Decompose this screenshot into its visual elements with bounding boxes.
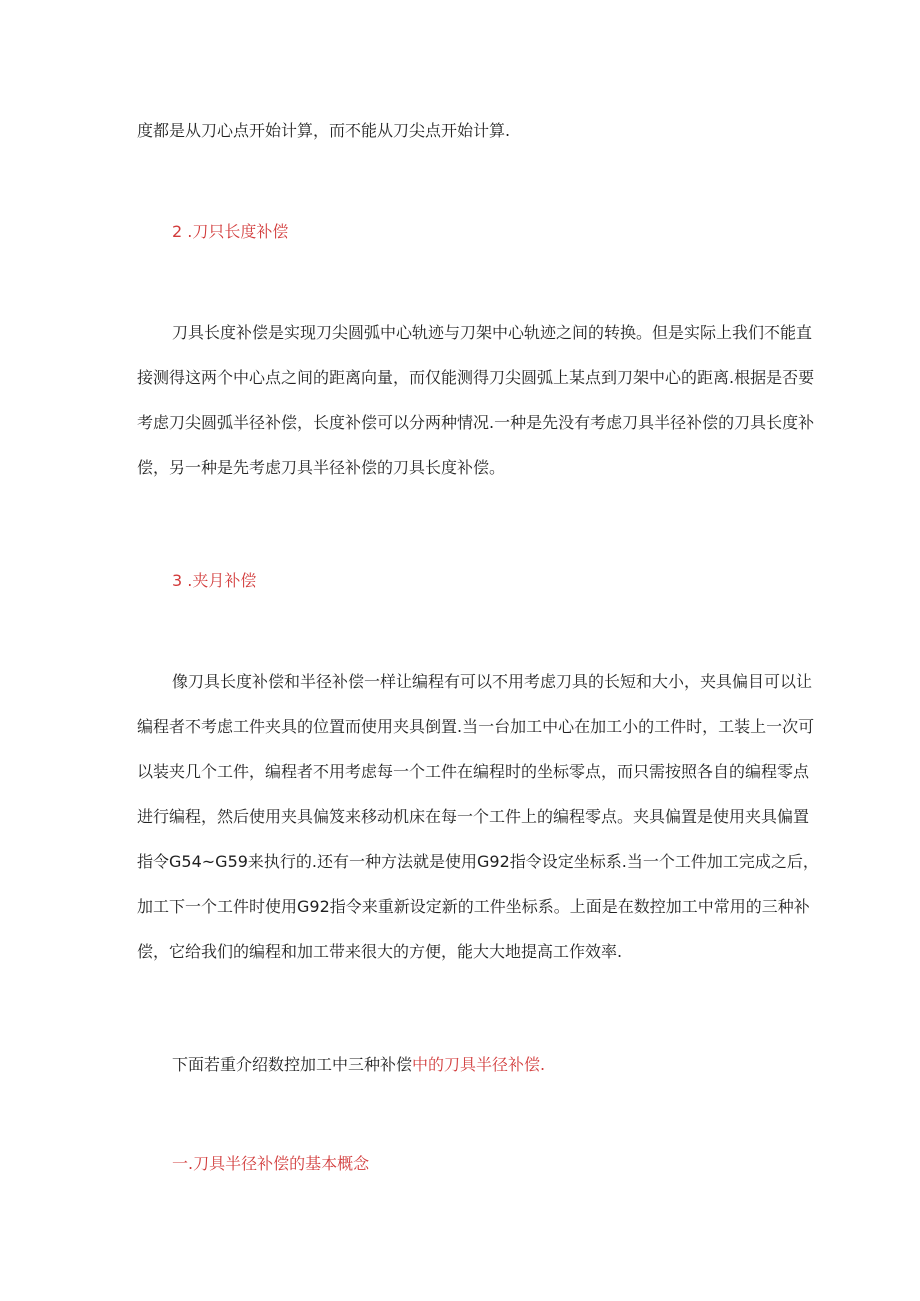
section-2-line: 偿，另一种是先考虑刀具半径补偿的刀具长度补偿。 (137, 458, 506, 477)
summary-line (172, 1055, 832, 1075)
summary-highlight: 中的刀具半径补偿. (412, 1055, 546, 1074)
section-3-line: 以装夹几个工件，编程者不用考虑每一个工件在编程时的坐标零点，而只需按照各自的编程零点 (137, 762, 810, 781)
section-3-line: 进行编程，然后使用夹具偏笈来移动机床在每一个工件上的编程零点。夹具偏置是使用夹具偏置 (137, 807, 810, 826)
summary-prefix: 下面若重介绍数控加工中三种补偿 (172, 1055, 413, 1074)
section-2-line: 刀具长度补偿是实现刀尖圆弧中心轨迹与刀架中心轨迹之间的转换。但是实际上我们不能直 (172, 323, 813, 342)
section-3-heading: 3 .夹月补偿 (172, 571, 257, 590)
section-3-line: 加工下一个工件时使用G92指令来重新设定新的工件坐标系。上面是在数控加工中常用的三种补 (137, 897, 810, 916)
section-one-heading: 一.刀具半径补偿的基本概念 (172, 1154, 370, 1173)
section-2-line: 接测得这两个中心点之间的距离向量，而仅能测得刀尖圆弧上某点到刀架中心的距离.根据是否要 (137, 368, 815, 387)
section-3-line: 指令G54~G59来执行的.还有一种方法就是使用G92指令设定坐标系.当一个工件加工完成之后， (137, 852, 819, 871)
intro-fragment: 度都是从刀心点开始计算，而不能从刀尖点开始计算. (137, 121, 511, 140)
section-2-line: 考虑刀尖圆弧半径补偿，长度补偿可以分两种情况.一种是先没有考虑刀具半径补偿的刀具长度补 (137, 413, 815, 432)
section-3-line: 偿，它给我们的编程和加工带来很大的方便，能大大地提高工作效率. (137, 942, 623, 961)
section-3-line: 像刀具长度补偿和半径补偿一样让编程有可以不用考虑刀具的长短和大小，夹具偏目可以让 (172, 672, 813, 691)
section-2-heading: 2 .刀只长度补偿 (172, 222, 289, 241)
section-3-line: 编程者不考虑工件夹具的位置而使用夹具倒置.当一台加工中心在加工小的工件时，工装上一次可 (137, 717, 815, 736)
